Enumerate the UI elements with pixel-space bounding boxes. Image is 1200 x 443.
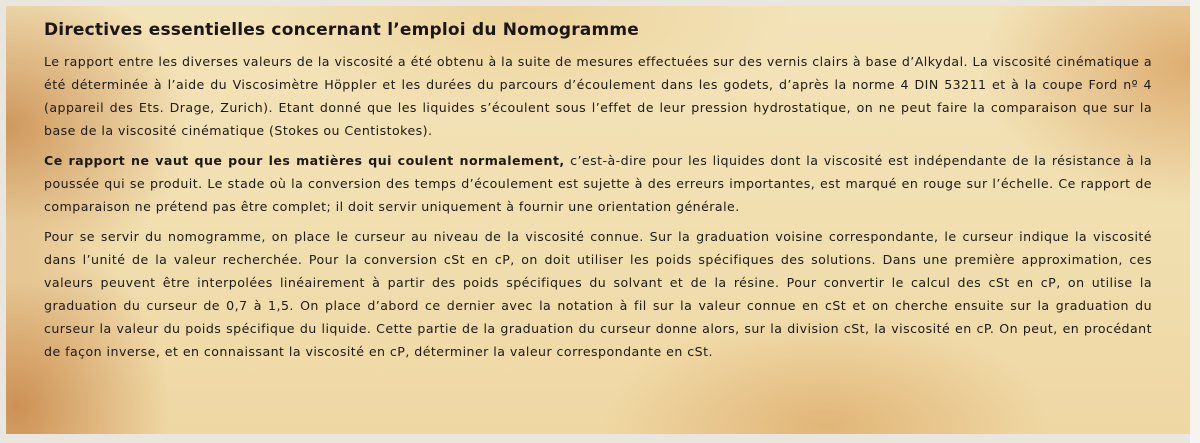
paragraph-1-text: Le rapport entre les diverses valeurs de la viscosité a été obtenu à la suite de mesures effectuées sur des vernis clairs à base d’Alkydal. La viscosité cinématique a été déterminée à l’aide du Viscosimètre Höppler et les durées du parcours d’écoulement dans les godets, d’après la norme 4 DIN 53211 et à la coupe Ford nº 4 (appareil des Ets. Drage, Zurich). Etant donné que les liquides s’écoulent sous l’effet de leur pression hydrostatique, on ne peut faire la comparaison que sur la base de la viscosité cinématique (Stokes ou Centistokes). <box>44 54 1152 138</box>
page-edge <box>1190 0 1200 443</box>
document-page <box>6 6 1190 434</box>
paragraph-3-text: Pour se servir du nomogramme, on place le curseur au niveau de la viscosité connue. Sur la graduation voisine correspondante, le curseur indique la viscosité dans l’unité de la valeur recherchée. Pour la conversion cSt en cP, on doit utiliser les poids spécifiques des solutions. Dans une première approximation, ces valeurs peuvent être interpolées linéairement à partir des poids spécifiques du solvant et de la résine. Pour convertir le calcul des cSt en cP, on utilise la graduation du curseur de 0,7 à 1,5. On place d’abord ce dernier avec la notation à fil sur la valeur connue en cSt et on cherche ensuite sur la graduation du curseur la valeur du poids spécifique du liquide. Cette partie de la graduation du curseur donne alors, sur la division cSt, la viscosité en cP. On peut, en procédant de façon inverse, et en connaissant la viscosité en cP, déterminer la valeur correspondante en cSt. <box>44 229 1152 359</box>
paragraph-2-lead: Ce rapport ne vaut que pour les matières qui coulent normalement, <box>44 153 565 168</box>
paragraph-2 <box>44 149 1152 218</box>
document-title: Directives essentielles concernant l’emploi du Nomogramme <box>44 20 640 40</box>
paragraph-3 <box>44 225 1152 363</box>
paragraph-2-text: c’est-à-dire pour les liquides dont la viscosité est indépendante de la résistance à la poussée qui se produit. Le stade où la conversion des temps d’écoulement est sujette à des erreurs importantes, est marqué en rouge sur l’échelle. Ce rapport de comparaison ne prétend pas être complet; il doit servir uniquement à fournir une orientation générale. <box>44 153 1152 214</box>
paragraph-1 <box>44 50 1152 142</box>
